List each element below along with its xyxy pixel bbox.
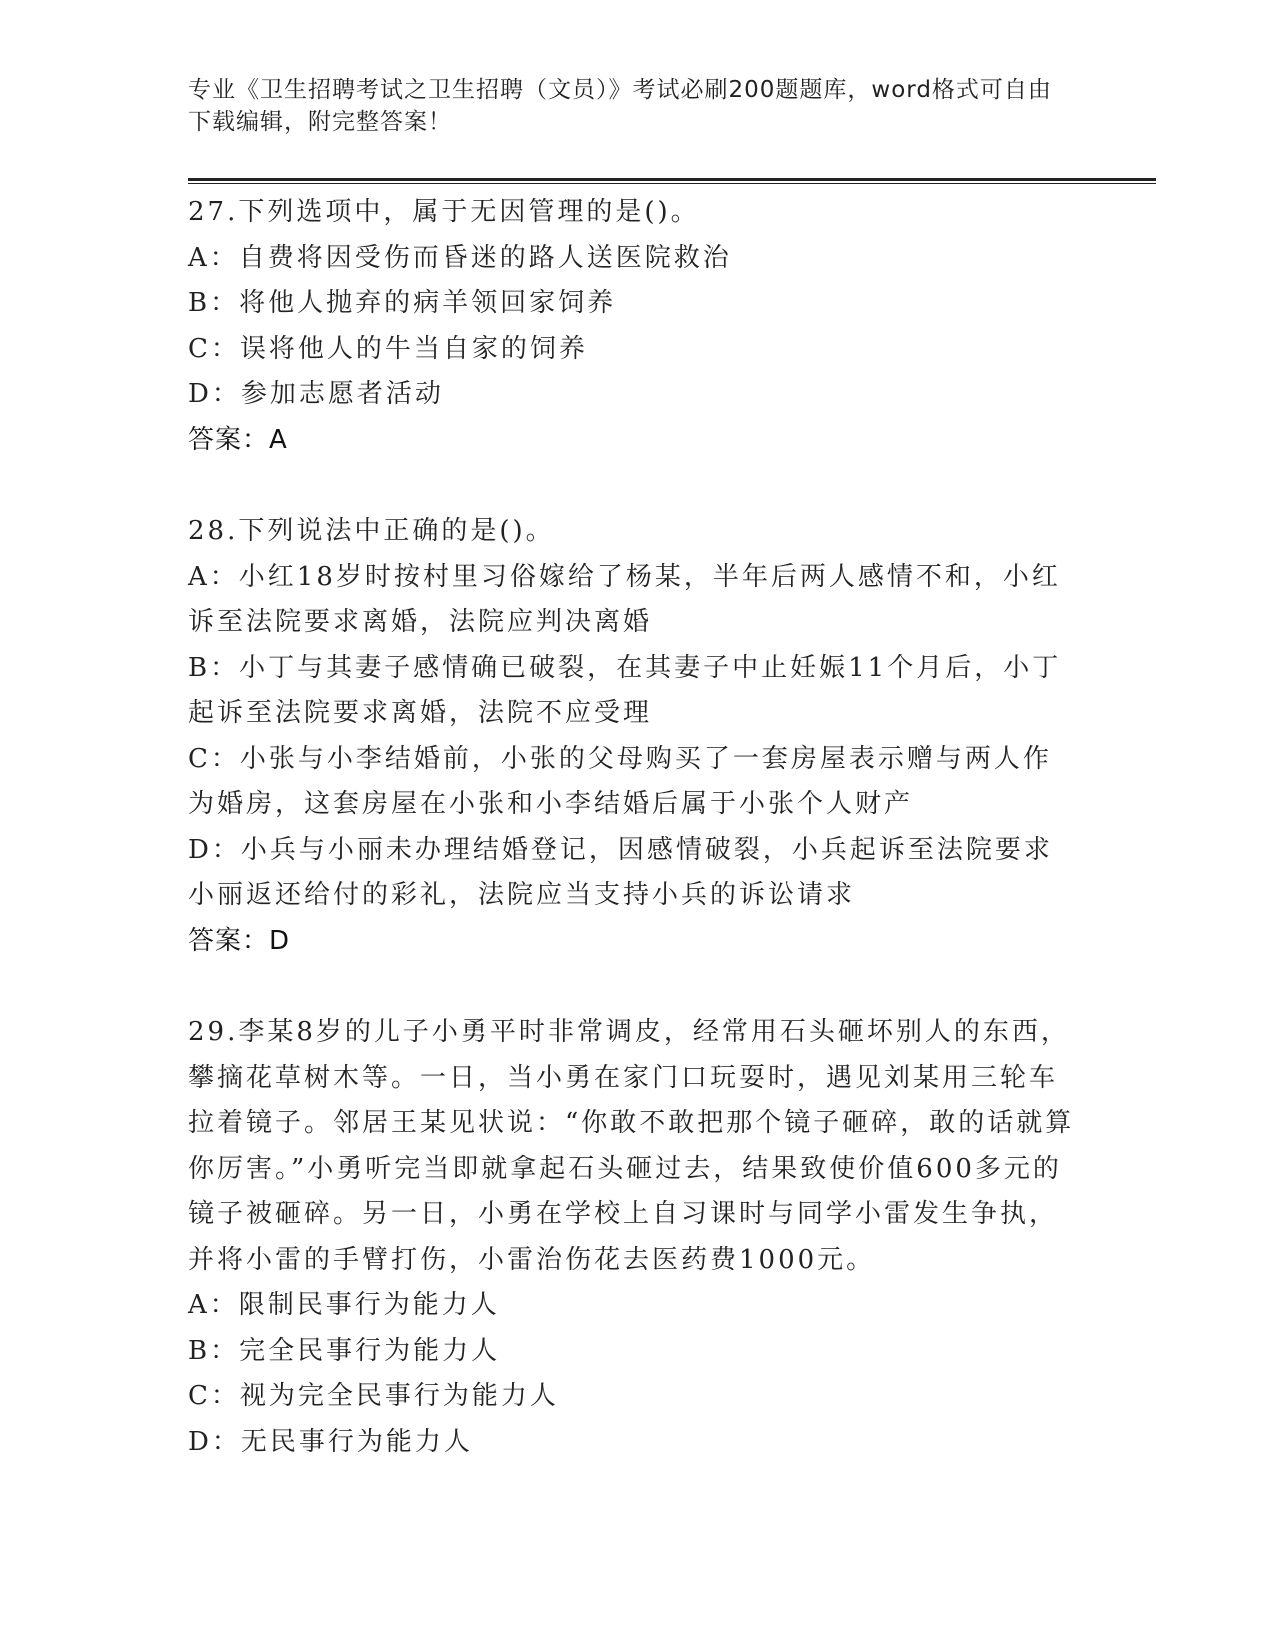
option-b: B：将他人抛弃的病羊领回家饲养 bbox=[188, 288, 617, 318]
option-a: A：小红18岁时按村里习俗嫁给了杨某，半年后两人感情不和，小红诉至法院要求离婚，法院应判决离婚 bbox=[188, 561, 1061, 637]
answer-label: 答案：D bbox=[188, 925, 291, 956]
option-b: B：完全民事行为能力人 bbox=[188, 1335, 501, 1366]
question-28 bbox=[188, 509, 1078, 964]
option-c: C：小张与小李结婚前，小张的父母购买了一套房屋表示赠与两人作为婚房，这套房屋在小张和小李结婚后属于小张个人财产 bbox=[188, 743, 1052, 819]
option-a: A：限制民事行为能力人 bbox=[188, 1290, 500, 1320]
question-stem: 29.李某8岁的儿子小勇平时非常调皮，经常用石头砸坏别人的东西，攀摘花草树木等。一日，当小勇在家门口玩耍时，遇见刘某用三轮车拉着镜子。邻居王某见状说：“你敢不敢把那个镜子砸碎，敢的话就算你厉害。”小勇听完当即就拿起石头砸过去，结果致使价值600多元的镜子被砸碎。另一日，小勇在学校上自习课时与同学小雷发生争执，并将小雷的手臂打伤，小雷治伤花去医药费1000元。 bbox=[188, 1017, 1075, 1275]
header-divider bbox=[188, 178, 1156, 181]
question-27 bbox=[188, 190, 1078, 463]
question-stem: 27.下列选项中，属于无因管理的是()。 bbox=[188, 197, 700, 227]
option-d: D：参加志愿者活动 bbox=[188, 379, 444, 409]
header-divider-thin bbox=[188, 183, 1156, 184]
answer-label: 答案：A bbox=[188, 424, 288, 455]
option-d: D：小兵与小丽未办理结婚登记，因感情破裂，小兵起诉至法院要求小丽返还给付的彩礼，法院应当支持小兵的诉讼请求 bbox=[188, 834, 1053, 910]
option-a: A：自费将因受伤而昏迷的路人送医院救治 bbox=[188, 242, 732, 273]
question-stem: 28.下列说法中正确的是()。 bbox=[188, 516, 555, 546]
question-list bbox=[188, 190, 1078, 1511]
option-c: C：误将他人的牛当自家的饲养 bbox=[188, 333, 588, 364]
document-header: 专业《卫生招聘考试之卫生招聘（文员）》考试必刷200题题库，word格式可自由下载编辑，附完整答案！ bbox=[188, 77, 1052, 135]
option-b: B：小丁与其妻子感情确已破裂，在其妻子中止妊娠11个月后，小丁起诉至法院要求离婚，法院不应受理 bbox=[188, 652, 1062, 728]
option-d: D：无民事行为能力人 bbox=[188, 1426, 473, 1457]
question-29 bbox=[188, 1010, 1078, 1465]
option-c: C：视为完全民事行为能力人 bbox=[188, 1381, 559, 1411]
